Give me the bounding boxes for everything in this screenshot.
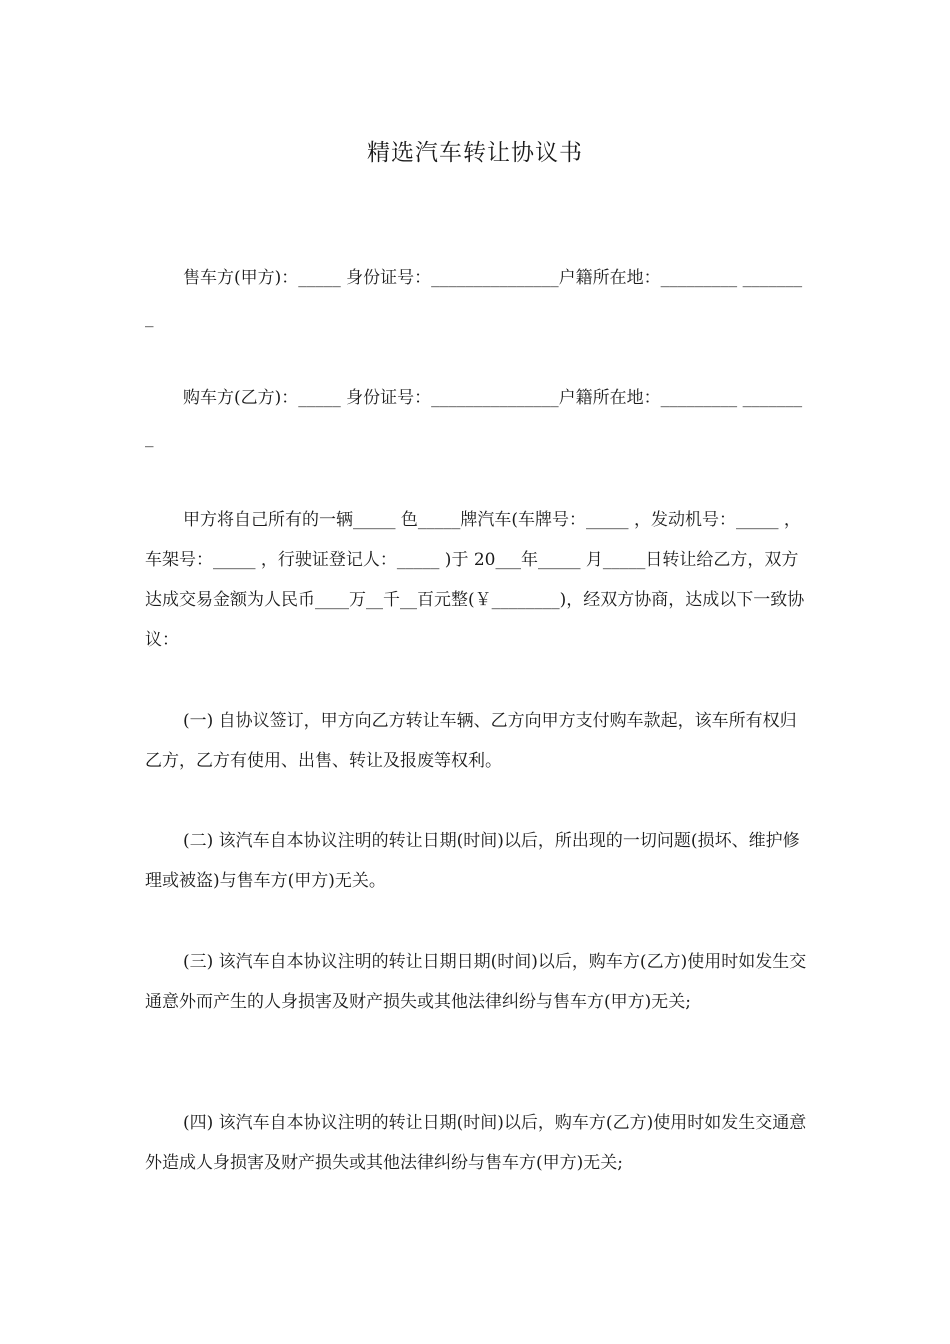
vehicle-transfer-paragraph: 甲方将自己所有的一辆_____ 色_____牌汽车(车牌号：_____ ，发动机号：_____ ，车架号：_____ ，行驶证登记人：_____ )于 20___年_____ 月_____日转让给乙方，双方达成交易金额为人民币____万__千__百元整(￥________)，经双方协商，达成以下一致协议： [145, 510, 805, 650]
buyer-info-paragraph: 购车方(乙方)：_____ 身份证号：_______________户籍所在地：_________ ________ [145, 388, 803, 448]
clause-4-paragraph: (四) 该汽车自本协议注明的转让日期(时间)以后，购车方(乙方)使用时如发生交通意外造成人身损害及财产损失或其他法律纠纷与售车方(甲方)无关; [145, 1113, 807, 1173]
seller-info-paragraph: 售车方(甲方)：_____ 身份证号：_______________户籍所在地：_________ ________ [145, 268, 803, 328]
document-title: 精选汽车转让协议书 [367, 140, 583, 166]
clause-1-paragraph: (一) 自协议签订，甲方向乙方转让车辆、乙方向甲方支付购车款起，该车所有权归乙方，乙方有使用、出售、转让及报废等权利。 [145, 711, 797, 771]
clause-2-paragraph: (二) 该汽车自本协议注明的转让日期(时间)以后，所出现的一切问题(损坏、维护修理或被盗)与售车方(甲方)无关。 [145, 831, 800, 891]
clause-3-paragraph: (三) 该汽车自本协议注明的转让日期日期(时间)以后，购车方(乙方)使用时如发生交通意外而产生的人身损害及财产损失或其他法律纠纷与售车方(甲方)无关; [145, 952, 807, 1012]
